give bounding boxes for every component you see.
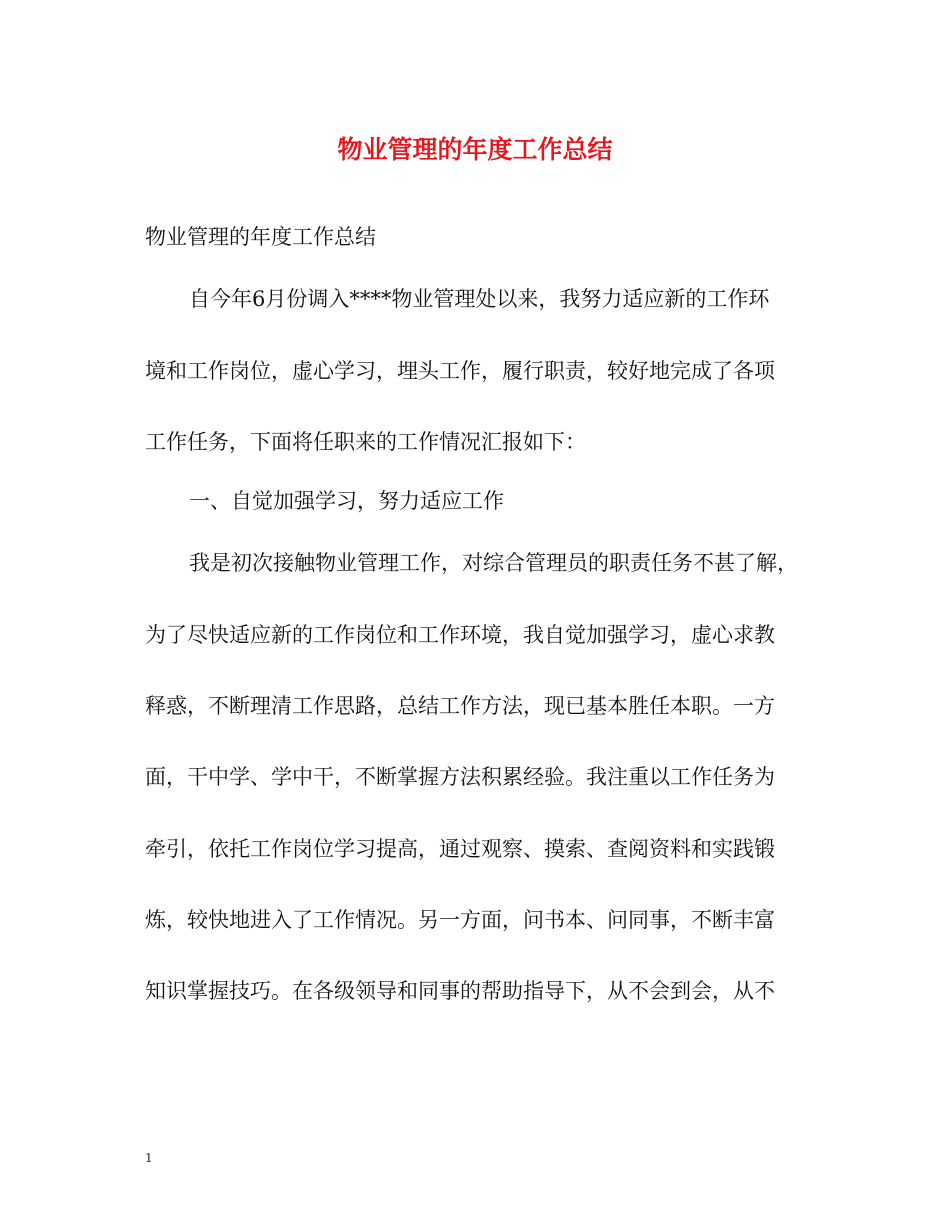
paragraph-line: 释惑，不断理清工作思路，总结工作方法，现已基本胜任本职。一方 [145,694,775,718]
paragraph-line: 我是初次接触物业管理工作，对综合管理员的职责任务不甚了解， [189,551,798,575]
document-subtitle-line: 物业管理的年度工作总结 [145,225,376,249]
paragraph-line: 工作任务，下面将任职来的工作情况汇报如下： [145,430,586,454]
paragraph-line: 牵引，依托工作岗位学习提高，通过观察、摸索、查阅资料和实践锻 [145,837,775,861]
paragraph-line: 炼，较快地进入了工作情况。另一方面，问书本、问同事，不断丰富 [145,908,775,932]
document-title: 物业管理的年度工作总结 [337,135,613,164]
section-heading: 一、自觉加强学习，努力适应工作 [189,489,504,513]
paragraph-line: 自今年6月份调入****物业管理处以来，我努力适应新的工作环 [189,287,770,311]
paragraph-line: 知识掌握技巧。在各级领导和同事的帮助指导下，从不会到会，从不 [145,979,775,1003]
paragraph-line: 面，干中学、学中干，不断掌握方法积累经验。我注重以工作任务为 [145,765,775,789]
page-number: 1 [145,1151,153,1165]
paragraph-line: 为了尽快适应新的工作岗位和工作环境，我自觉加强学习，虚心求教 [145,623,775,647]
paragraph-line: 境和工作岗位，虚心学习，埋头工作，履行职责，较好地完成了各项 [145,359,775,383]
